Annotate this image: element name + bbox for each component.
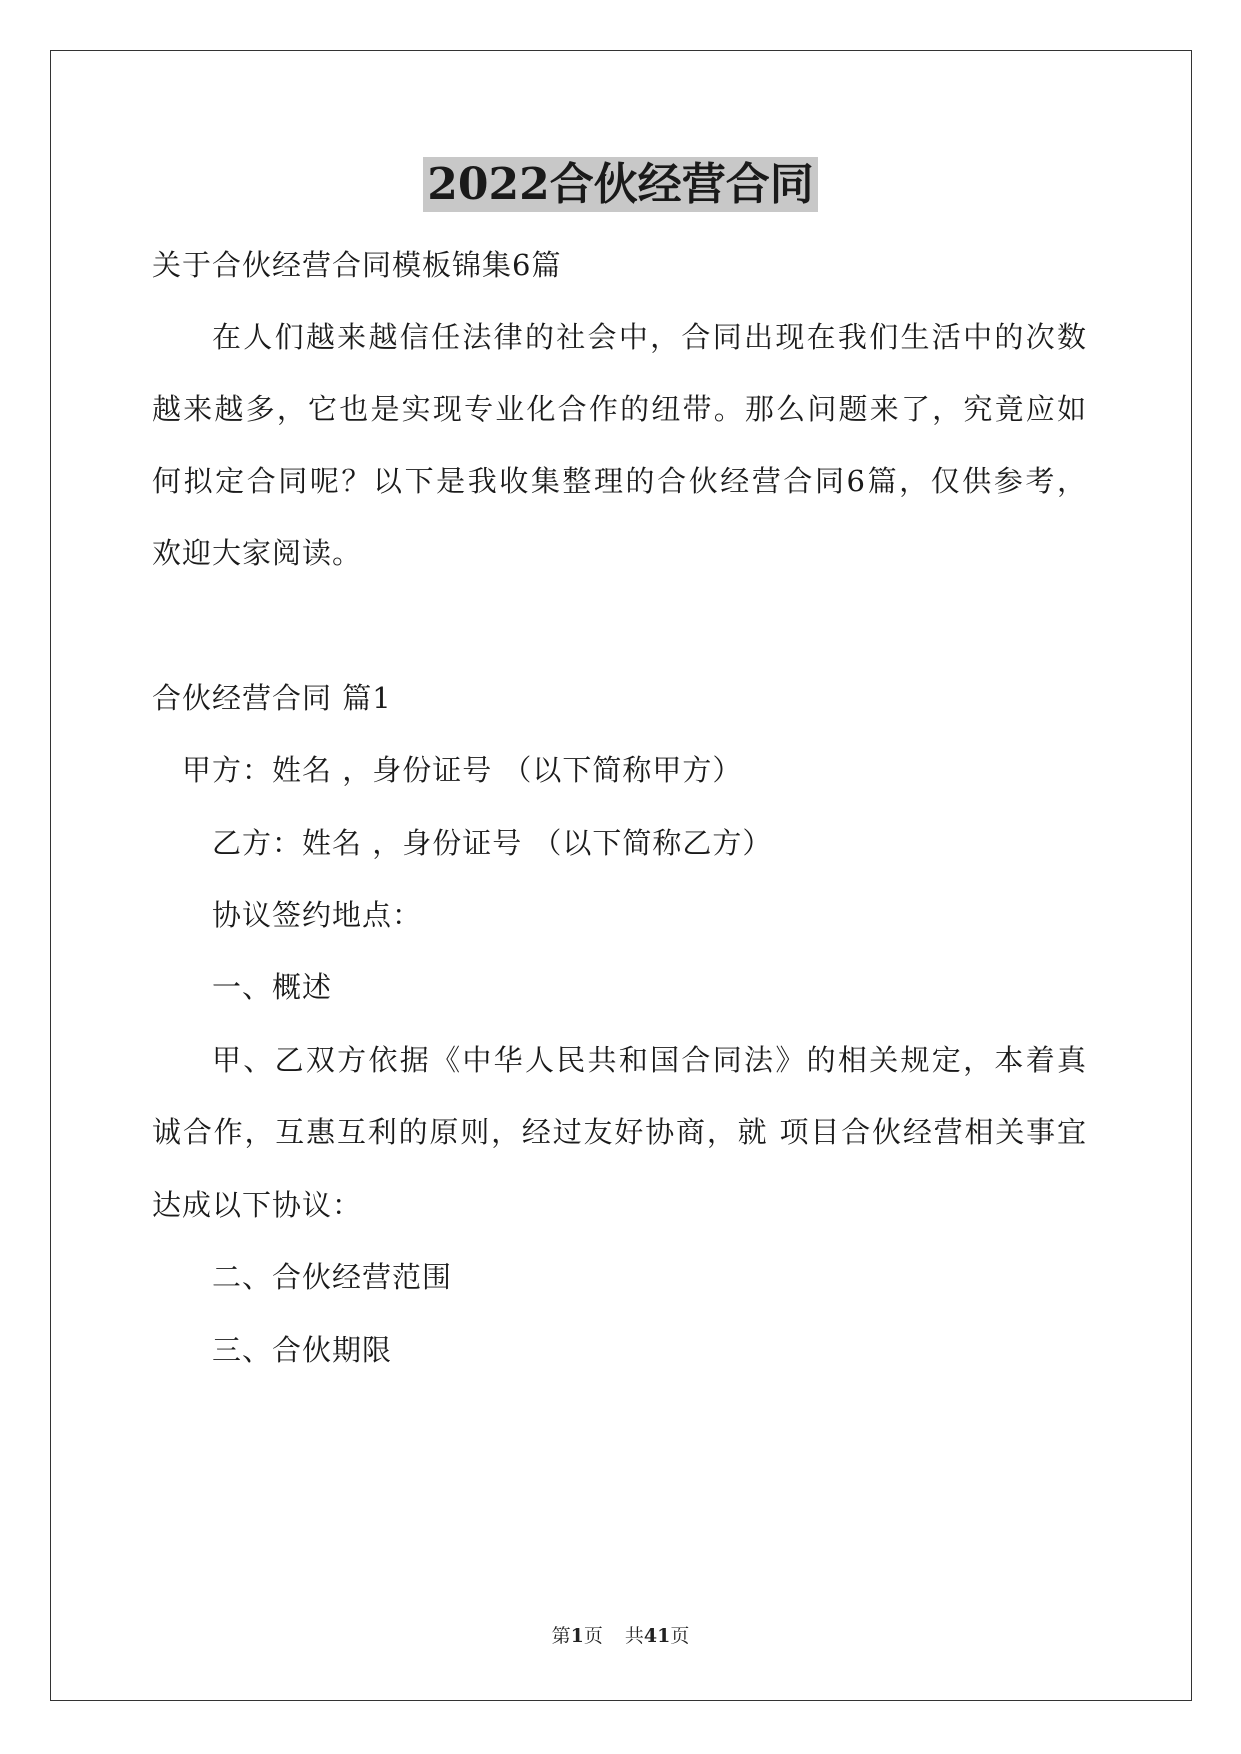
footer-total-prefix: 共 [624,1625,644,1647]
intro-line-4: 欢迎大家阅读。 [152,536,363,570]
clause-1-heading: 一、概述 [212,970,333,1004]
footer-page-number: 1 [570,1625,584,1647]
page-footer [0,1624,1241,1648]
footer-page-prefix: 第 [551,1625,571,1647]
intro-line-3: 何拟定合同呢？以下是我收集整理的合伙经营合同6篇，仅供参考， [152,464,1087,498]
party-a-line: 甲方：姓名 ，身份证号 （以下简称甲方） [182,753,743,787]
footer-total-suffix: 页 [670,1625,690,1647]
footer-page-suffix: 页 [583,1625,603,1647]
sign-place-line: 协议签约地点： [212,898,423,932]
footer-total-pages: 41 [643,1625,671,1647]
clause-3-heading: 三、合伙期限 [212,1333,393,1367]
overview-line-1: 甲、乙双方依据《中华人民共和国合同法》的相关规定，本着真 [212,1043,1087,1077]
overview-line-2: 诚合作，互惠互利的原则，经过友好协商，就 项目合伙经营相关事宜 [152,1115,1087,1149]
page-border [50,50,1192,1701]
intro-line-2: 越来越多，它也是实现专业化合作的纽带。那么问题来了，究竟应如 [152,392,1087,426]
document-title-text: 2022合伙经营合同 [423,157,817,212]
intro-line-1: 在人们越来越信任法律的社会中，合同出现在我们生活中的次数 [212,320,1087,354]
party-b-line: 乙方：姓名 ，身份证号 （以下简称乙方） [212,826,773,860]
section-heading: 合伙经营合同 篇1 [152,681,392,715]
overview-line-3: 达成以下协议： [152,1188,363,1222]
document-subtitle: 关于合伙经营合同模板锦集6篇 [152,248,562,282]
document-title [0,156,1241,214]
clause-2-heading: 二、合伙经营范围 [212,1260,453,1294]
